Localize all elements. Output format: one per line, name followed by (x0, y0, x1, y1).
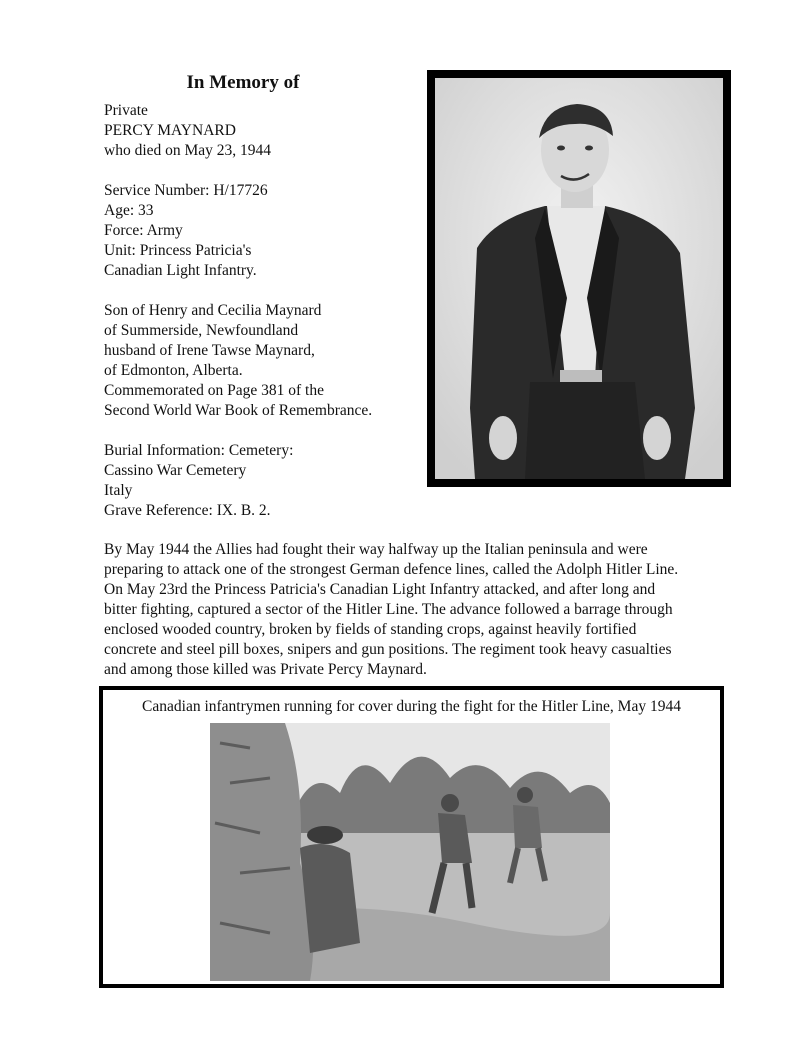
narrative-line: enclosed wooded country, broken by fields of standing crops, against heavily fortified (104, 621, 637, 638)
family-line: Commemorated on Page 381 of the (104, 382, 324, 399)
infantry-battle-photo (210, 723, 610, 981)
soldier-name: PERCY MAYNARD (104, 122, 236, 139)
narrative-line: and among those killed was Private Percy Maynard. (104, 661, 427, 678)
soldier-details (104, 101, 424, 521)
family-line: Son of Henry and Cecilia Maynard (104, 302, 322, 319)
unit-line-1: Unit: Princess Patricia's (104, 242, 252, 259)
burial-line: Italy (104, 482, 133, 499)
soldier-portrait-photo (435, 78, 723, 479)
burial-line: Grave Reference: IX. B. 2. (104, 502, 271, 519)
service-number: Service Number: H/17726 (104, 182, 268, 199)
narrative-line: concrete and steel pill boxes, snipers and gun positions. The regiment took heavy casualties (104, 641, 672, 658)
force: Force: Army (104, 222, 183, 239)
narrative-line: preparing to attack one of the strongest German defence lines, called the Adolph Hitler Line. (104, 561, 679, 578)
unit-line-2: Canadian Light Infantry. (104, 262, 257, 279)
figure-caption: Canadian infantrymen running for cover during the fight for the Hitler Line, May 1944 (142, 698, 681, 715)
battle-figure-box (99, 686, 724, 988)
page-title: In Memory of (186, 72, 300, 93)
date-of-death: who died on May 23, 1944 (104, 142, 272, 159)
burial-line: Cassino War Cemetery (104, 462, 247, 479)
narrative-line: bitter fighting, captured a sector of the Hitler Line. The advance followed a barrage through (104, 601, 673, 618)
portrait-photo-frame (427, 70, 731, 487)
narrative-line: On May 23rd the Princess Patricia's Canadian Light Infantry attacked, and after long and (104, 581, 656, 598)
narrative-paragraph (104, 540, 729, 680)
family-line: Second World War Book of Remembrance. (104, 402, 373, 419)
age: Age: 33 (104, 202, 154, 219)
family-line: husband of Irene Tawse Maynard, (104, 342, 315, 359)
family-line: of Edmonton, Alberta. (104, 362, 243, 379)
rank: Private (104, 102, 148, 119)
burial-line: Burial Information: Cemetery: (104, 442, 294, 459)
family-line: of Summerside, Newfoundland (104, 322, 299, 339)
narrative-line: By May 1944 the Allies had fought their way halfway up the Italian peninsula and were (104, 541, 648, 558)
